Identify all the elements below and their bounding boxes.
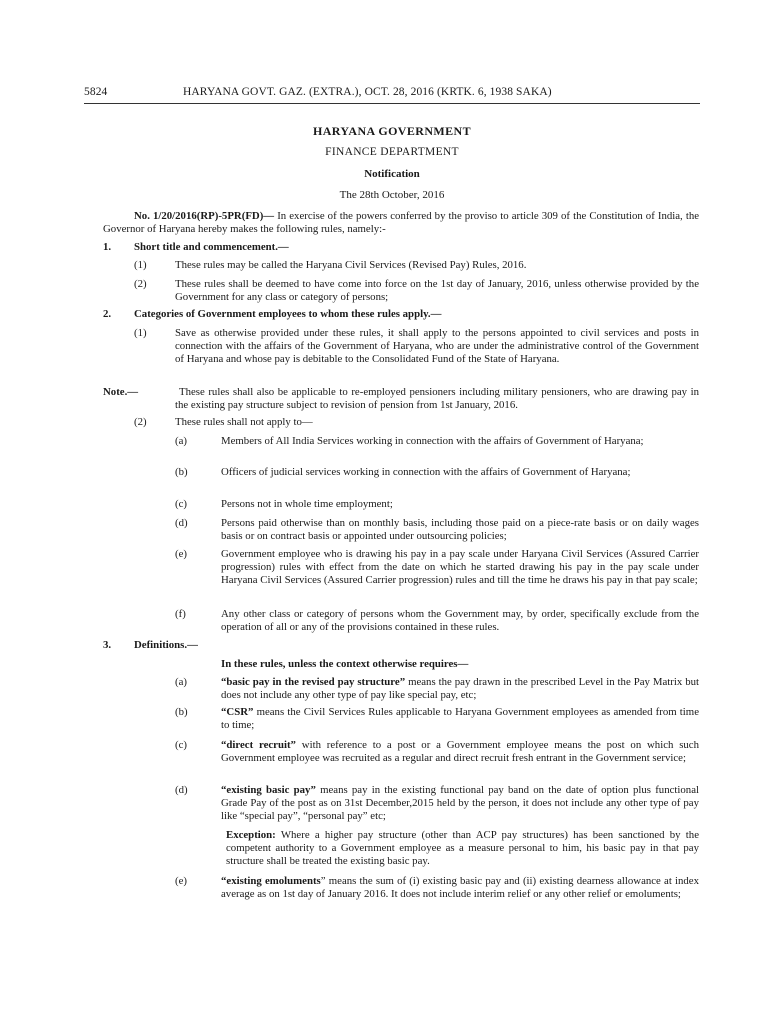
s2-sub-a-marker: (a) [175, 435, 187, 447]
s2-sub-e-text: Government employee who is drawing his pay in a pay scale under Haryana Civil Services (Assured Carrier progression) rules with effect from the date on which he started drawing his pay in the pay scale under Haryana Civil Services (Assured Carrier progression) rules and till the time he draws his pay in that pay scale; [221, 548, 699, 586]
s2-sub-d-text: Persons paid otherwise than on monthly basis, including those paid on a piece-rate basis or on daily wages basis or on contract basis or appointed under outsourcing policies; [221, 517, 699, 542]
s2-item-2-text: These rules shall not apply to— [175, 416, 313, 428]
def-d-text [221, 784, 699, 823]
preamble [103, 210, 699, 236]
s2-sub-b-text: Officers of judicial services working in connection with the affairs of Government of Haryana; [221, 466, 631, 478]
s2-sub-d-marker: (d) [175, 517, 188, 529]
definitions-intro: In these rules, unless the context otherwise requires— [221, 658, 469, 670]
s2-item-2-marker: (2) [134, 416, 147, 428]
def-b-term: “CSR” [221, 706, 254, 718]
s2-item-1-marker: (1) [134, 327, 147, 339]
section-3-heading: Definitions.— [134, 639, 198, 651]
section-3-number: 3. [103, 639, 112, 651]
def-d-body: means pay in the existing functional pay band on the date of option plus functional Grade Pay of the post as on 31st December,2015 held by the person, it does not include any other type of pay like “special pay”, “personal pay” etc; [221, 784, 699, 822]
def-a-marker: (a) [175, 676, 187, 688]
s2-sub-b-marker: (b) [175, 466, 188, 478]
s1-item-1-text: These rules may be called the Haryana Civil Services (Revised Pay) Rules, 2016. [175, 259, 527, 271]
def-e-term: “existing emoluments [221, 875, 321, 887]
notification-title: Notification [364, 168, 420, 180]
def-c-text [221, 739, 699, 765]
page-number: 5824 [84, 86, 108, 98]
notification-number: No. 1/20/2016(RP)-5PR(FD)— [134, 210, 275, 222]
s1-item-2-marker: (2) [134, 278, 147, 290]
s1-item-1-marker: (1) [134, 259, 147, 271]
section-2-number: 2. [103, 308, 112, 320]
notification-date: The 28th October, 2016 [339, 189, 445, 201]
exception [226, 829, 699, 868]
s2-sub-a-text: Members of All India Services working in connection with the affairs of Government of Haryana; [221, 435, 644, 447]
def-d-marker: (d) [175, 784, 188, 796]
def-c-marker: (c) [175, 739, 187, 751]
exception-text: Where a higher pay structure (other than ACP pay structures) has been sanctioned by the competent authority to a Government employee as a measure personal to him, his basic pay in that pay structure shall be treated the existing basic pay. [226, 829, 699, 867]
government-title: HARYANA GOVERNMENT [312, 124, 471, 138]
note-text: These rules shall also be applicable to re-employed pensioners including military pensioners, who are drawing pay in the existing pay structure subject to revision of pension from 1st January, 2016. [175, 386, 699, 411]
note-label: Note.— [103, 386, 139, 398]
def-c-body: with reference to a post or a Government employee means the post on which such Government employee was recruited as a regular and direct recruit fresh entrant in the Government service; [221, 739, 699, 764]
s2-item-1-text: Save as otherwise provided under these rules, it shall apply to the persons appointed to civil services and posts in connection with the affairs of the Government of Haryana, who are under the administrative control of the Government of Haryana and whose pay is debitable to the Consolidated Fund of the State of Haryana. [175, 327, 699, 365]
def-b-body: means the Civil Services Rules applicable to Haryana Government employees as amended from time to time; [221, 706, 699, 731]
s2-sub-e-marker: (e) [175, 548, 187, 560]
def-e-text [221, 875, 699, 901]
def-e-body: ” means the sum of (i) existing basic pay and (ii) existing dearness allowance at index average as on 1st day of January 2016. It does not include interim relief or any other relief or emoluments; [221, 875, 699, 900]
preamble-text: In exercise of the powers conferred by the proviso to article 309 of the Constitution of India, the Governor of Haryana hereby makes the following rules, namely:- [103, 210, 700, 235]
header-rule [84, 103, 700, 104]
section-2-heading: Categories of Government employees to whom these rules apply.— [134, 308, 442, 320]
s1-item-2-text: These rules shall be deemed to have come into force on the 1st day of January, 2016, unless otherwise provided by the Government for any class or category of persons; [175, 278, 699, 303]
department-title: FINANCE DEPARTMENT [325, 146, 459, 158]
s2-sub-f-marker: (f) [175, 608, 186, 620]
s2-sub-c-text: Persons not in whole time employment; [221, 498, 393, 510]
s2-sub-c-marker: (c) [175, 498, 187, 510]
def-c-term: “direct recruit” [221, 739, 296, 751]
def-a-text [221, 676, 699, 702]
def-d-term: “existing basic pay” [221, 784, 316, 796]
def-a-term: “basic pay in the revised pay structure” [221, 676, 406, 688]
s2-sub-f-text: Any other class or category of persons whom the Government may, by order, specifically exclude from the operation of all or any of the provisions contained in these rules. [221, 608, 699, 633]
def-e-marker: (e) [175, 875, 187, 887]
def-b-text [221, 706, 699, 732]
exception-label: Exception: [226, 829, 276, 841]
def-a-body: means the pay drawn in the prescribed Level in the Pay Matrix but does not include any other type of pay like special pay, etc; [221, 676, 699, 701]
section-1-heading: Short title and commencement.— [134, 241, 289, 253]
section-1-number: 1. [103, 241, 112, 253]
def-b-marker: (b) [175, 706, 188, 718]
running-title: HARYANA GOVT. GAZ. (EXTRA.), OCT. 28, 2016 (KRTK. 6, 1938 SAKA) [183, 86, 552, 98]
